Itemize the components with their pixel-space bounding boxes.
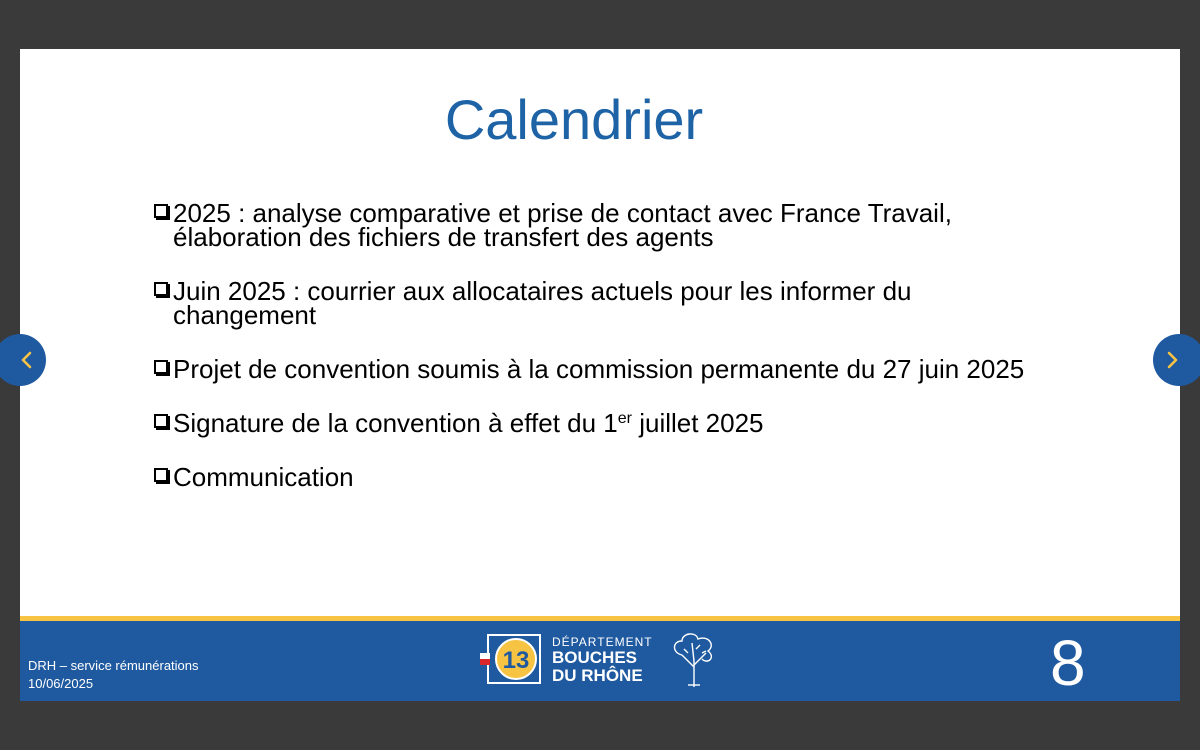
slide: [20, 49, 1180, 701]
logo-text: [552, 635, 653, 685]
logo-name-line1: BOUCHES: [552, 648, 638, 667]
tree-icon: [666, 631, 722, 691]
slide-footer: [20, 621, 1180, 701]
bullet-list: [152, 198, 1052, 492]
logo-name-line2: DU RHÔNE: [552, 666, 643, 685]
checkbox-icon: [154, 468, 168, 482]
bullet-superscript: er: [617, 410, 632, 427]
checkbox-icon: [154, 360, 168, 374]
next-slide-button[interactable]: [1153, 334, 1200, 386]
slide-title: Calendrier: [444, 88, 704, 151]
footer-info: [28, 657, 199, 693]
checkbox-icon: [154, 282, 168, 296]
checkbox-icon: [154, 414, 168, 428]
bullet-text: Signature de la convention à effet du 1: [173, 408, 618, 438]
bullet-text: Juin 2025 : courrier aux allocataires actuels pour les informer du changement: [173, 276, 912, 330]
chevron-left-icon: [17, 350, 37, 370]
bullet-text: 2025 : analyse comparative et prise de contact avec France Travail, élaboration des fichiers de transfert des agents: [173, 198, 952, 252]
footer-service: DRH – service rémunérations: [28, 658, 199, 673]
bullet-item: [152, 462, 1052, 492]
bullet-text: juillet 2025: [631, 408, 764, 438]
checkbox-icon: [154, 204, 168, 218]
bullet-item: [152, 408, 1052, 438]
logo-badge-icon: [480, 631, 548, 687]
bullet-item: [152, 198, 1052, 252]
bullet-text: Communication: [173, 462, 354, 492]
bullet-text: Projet de convention soumis à la commission permanente du 27 juin 2025: [173, 354, 1025, 384]
bullet-item: [152, 276, 1052, 330]
bullet-item: [152, 354, 1052, 384]
page-number: 8: [1050, 627, 1086, 699]
chevron-right-icon: [1162, 350, 1182, 370]
logo-department: DÉPARTEMENT: [552, 635, 653, 649]
footer-date: 10/06/2025: [28, 676, 94, 691]
department-logo: [480, 631, 720, 691]
logo-badge-text: 13: [502, 647, 530, 674]
